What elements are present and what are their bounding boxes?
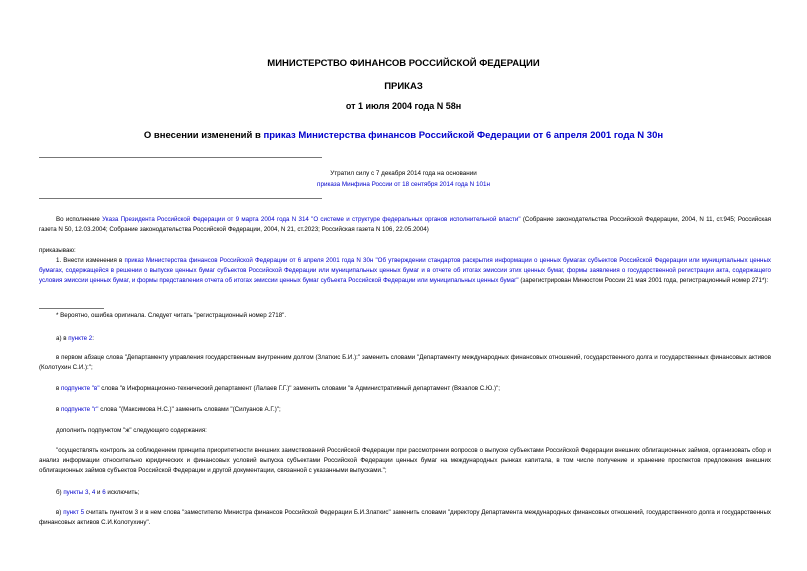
v-suffix: слова "в Информационно-технический департамент (Лалаев Г.Г.)" заменить словами "в Административный департамент (Вязалов С.Ю.)"; xyxy=(99,385,500,392)
presidential-decree-link[interactable]: Указа Президента Российской Федерации от 9 марта 2004 года N 314 "О системе и структуре федеральных органов исполнительной власти" xyxy=(102,216,521,223)
item-b-sep1: , xyxy=(88,489,92,496)
footnote: * Вероятно, ошибка оригинала. Следует читать "регистрационный номер 2718". xyxy=(56,312,287,319)
item1-paragraph xyxy=(39,256,771,287)
item-b xyxy=(39,488,771,498)
ministry-heading: МИНИСТЕРСТВО ФИНАНСОВ РОССИЙСКОЙ ФЕДЕРАЦИИ xyxy=(267,58,540,69)
item-c xyxy=(39,508,771,528)
point6-link[interactable]: 6 xyxy=(102,489,106,496)
divider-top xyxy=(39,157,322,158)
order-30n-link[interactable]: приказ Министерства финансов Российской Федерации от 6 апреля 2001 года N 30н "Об утверждении стандартов раскрытия информации о ценных бумагах субъектов Российской Федерации или муниципальных ценных бумагах, содержащейся в решении о выпуске ценных бумаг субъектов Российской Федерации или муниципальных ценных бумаг и в отчете об итогах эмиссии этих ценных бумаг, формы заявления о государственной регистрации акта, содержащего условия эмиссии ценных бумаг, и формы представления отчета об итогах эмиссии ценных бумаг субъекта Российской Федерации или муниципальных ценных бумаг" xyxy=(39,257,772,285)
item-a xyxy=(39,334,771,344)
g-prefix: в xyxy=(56,406,62,413)
document-title xyxy=(0,130,807,141)
subpoint-v-link[interactable]: подпункте "в" xyxy=(61,385,100,392)
quoted-subpoint: "осуществлять контроль за соблюдением принципа приоритетности внешних заимствований Российской Федерации при рассмотрении вопросов о выпуске субъектами Российской Федерации внешних облигационных займов, организовать сбор и анализ информации относительно юридических и финансовых условий выпуска субъектами Российской Федерации ценных бумаг на международных рынках капитала, в том числе получение и хранение проспектов предложения внешних облигационных займов субъектов Российской Федерации и другой документации, связанной с указанными выпусками."; xyxy=(39,447,771,475)
divider-bottom xyxy=(39,198,322,199)
v-prefix: в xyxy=(56,385,62,392)
item-a-prefix: а) в xyxy=(56,335,69,342)
point5-link[interactable]: пункт 5 xyxy=(63,509,85,516)
subpoint-g-link[interactable]: подпункте "г" xyxy=(61,406,99,413)
subpoint-g-change xyxy=(39,405,771,415)
item-b-sep2: и xyxy=(95,489,103,496)
item1-prefix: 1. Внести изменения в xyxy=(56,257,125,264)
footnote-divider xyxy=(39,308,104,309)
item-c-suffix: считать пунктом 3 и в нем слова "заместителю Министра финансов Российской Федерации Б.И.Златкис" заменить словами "директору Департамента международных финансовых отношений, государственного долга и государственных финансовых активов С.И.Колотухину". xyxy=(39,509,771,527)
point4-link[interactable]: 4 xyxy=(91,489,96,496)
item-c-prefix: в) xyxy=(56,509,64,516)
amended-order-link[interactable]: приказ Министерства финансов Российской Федерации от 6 апреля 2001 года N 30н xyxy=(263,130,664,141)
status-note-line2 xyxy=(0,181,807,188)
item-a-suffix: : xyxy=(92,335,94,342)
item-b-suffix: исключить; xyxy=(105,489,140,496)
title-prefix: О внесении изменений в xyxy=(143,130,264,141)
doc-type-heading: ПРИКАЗ xyxy=(384,81,423,92)
item-b-prefix: б) xyxy=(56,489,64,496)
repeal-order-link[interactable]: приказа Минфина России от 18 сентября 2014 года N 101н xyxy=(317,181,490,188)
first-paragraph-change: в первом абзаце слова "Департаменту управления государственным внутренним долгом (Златкис Б.И.):" заменить словами "Департаменту международных финансовых отношений, государственного долга и государственных финансовых активов (Колотухин С.И.):"; xyxy=(39,354,771,372)
point3-link[interactable]: пункты 3 xyxy=(63,489,89,496)
g-suffix: слова "(Максимова Н.С.)" заменить словами "(Силуанов А.Г.)"; xyxy=(98,406,281,413)
order-word: приказываю: xyxy=(39,247,76,254)
intro-paragraph xyxy=(39,215,771,235)
item1-suffix: (зарегистрирован Минюстом России 21 мая 2001 года, регистрационный номер 271*): xyxy=(518,277,769,285)
subpoint-v-change xyxy=(39,384,771,394)
date-number-heading: от 1 июля 2004 года N 58н xyxy=(345,101,462,111)
intro-prefix: Во исполнение xyxy=(56,216,103,223)
add-subpoint-line: дополнить подпунктом "ж" следующего содержания: xyxy=(56,427,207,434)
status-note-line1: Утратил силу с 7 декабря 2014 года на основании xyxy=(330,170,477,177)
intro-suffix: (Собрание законодательства Российской Федерации, 2004, N 11, ст.945; Российская газета N 50, 12.03.2004; Собрание законодательства Российской Федерации, 2004, N 21, ст.2023; Российская газета N 106, 22.05.2004) xyxy=(39,216,771,234)
point2-link[interactable]: пункте 2 xyxy=(68,335,93,342)
